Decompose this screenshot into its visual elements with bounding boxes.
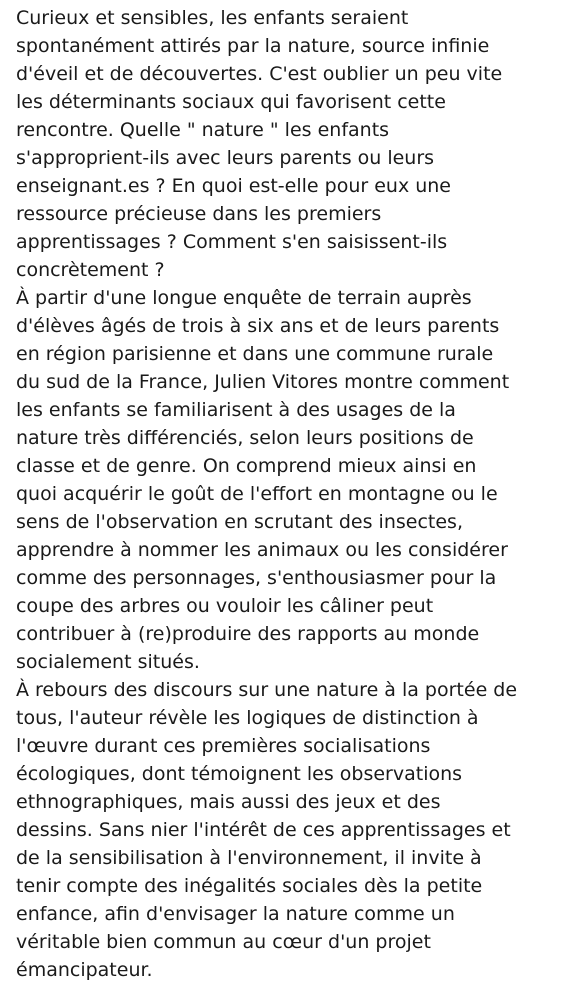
text-line: contribuer à (re)produire des rapports au monde — [16, 623, 480, 645]
text-line: du sud de la France, Julien Vitores montre comment — [16, 371, 510, 393]
text-line: nature très différenciés, selon leurs positions de — [16, 427, 474, 449]
text-line: Curieux et sensibles, les enfants seraient — [16, 7, 409, 29]
text-line: ressource précieuse dans les premiers — [16, 203, 382, 225]
text-line: spontanément attirés par la nature, source infinie — [16, 35, 490, 57]
text-line: s'approprient-ils avec leurs parents ou leurs — [16, 147, 435, 169]
text-line: les déterminants sociaux qui favorisent cette — [16, 91, 446, 113]
text-line: d'élèves âgés de trois à six ans et de leurs parents — [16, 315, 500, 337]
paragraph-2 — [16, 284, 556, 676]
text-line: écologiques, dont témoignent les observations — [16, 763, 463, 785]
text-line: de la sensibilisation à l'environnement, il invite à — [16, 847, 482, 869]
text-line: d'éveil et de découvertes. C'est oublier un peu vite — [16, 63, 503, 85]
text-line: concrètement ? — [16, 259, 165, 281]
text-line: classe et de genre. On comprend mieux ainsi en — [16, 455, 477, 477]
text-line: émancipateur. — [16, 959, 153, 981]
text-line: en région parisienne et dans une commune rurale — [16, 343, 494, 365]
text-line: apprendre à nommer les animaux ou les considérer — [16, 539, 508, 561]
text-line: apprentissages ? Comment s'en saisissent-ils — [16, 231, 448, 253]
text-line: socialement situés. — [16, 651, 200, 673]
text-line: ethnographiques, mais aussi des jeux et des — [16, 791, 441, 813]
document-body — [16, 4, 556, 984]
text-line: dessins. Sans nier l'intérêt de ces apprentissages et — [16, 819, 511, 841]
text-line: comme des personnages, s'enthousiasmer pour la — [16, 567, 497, 589]
text-line: les enfants se familiarisent à des usages de la — [16, 399, 456, 421]
text-line: l'œuvre durant ces premières socialisations — [16, 735, 431, 757]
paragraph-3 — [16, 676, 556, 984]
text-line: tous, l'auteur révèle les logiques de distinction à — [16, 707, 479, 729]
text-line: enfance, afin d'envisager la nature comme un — [16, 903, 455, 925]
text-line: tenir compte des inégalités sociales dès la petite — [16, 875, 483, 897]
text-line: coupe des arbres ou vouloir les câliner peut — [16, 595, 434, 617]
text-line: véritable bien commun au cœur d'un projet — [16, 931, 431, 953]
text-line: À rebours des discours sur une nature à la portée de — [16, 679, 518, 701]
text-line: enseignant.es ? En quoi est-elle pour eux une — [16, 175, 451, 197]
text-line: À partir d'une longue enquête de terrain auprès — [16, 287, 472, 309]
text-line: sens de l'observation en scrutant des insectes, — [16, 511, 463, 533]
text-line: rencontre. Quelle " nature " les enfants — [16, 119, 390, 141]
text-line: quoi acquérir le goût de l'effort en montagne ou le — [16, 483, 498, 505]
paragraph-1 — [16, 4, 556, 284]
